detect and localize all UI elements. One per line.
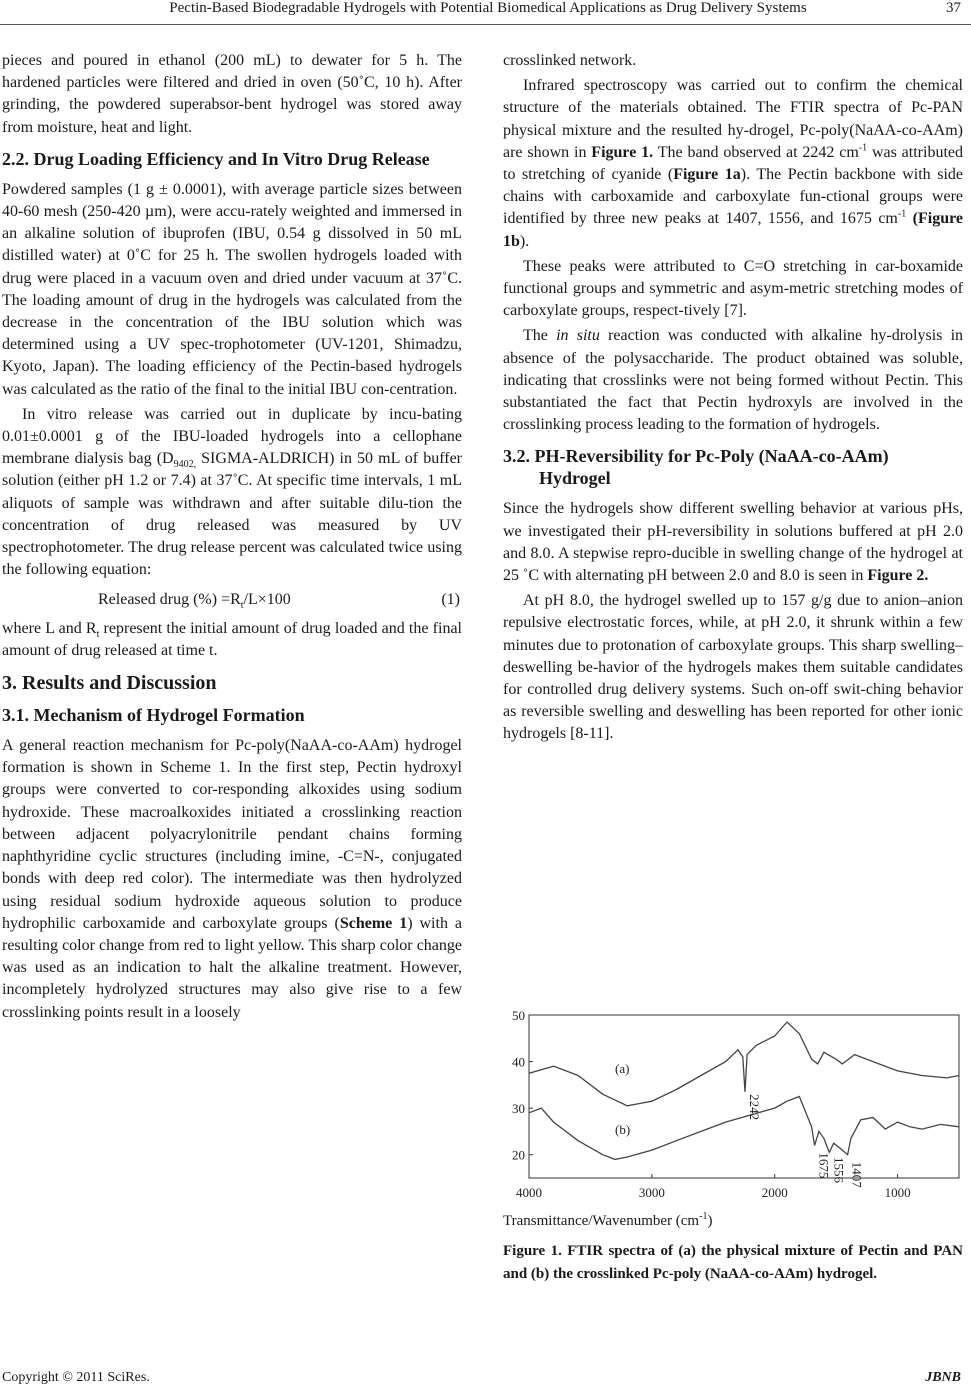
y-tick-label: 20 xyxy=(512,1147,525,1163)
y-tick-label: 40 xyxy=(512,1054,525,1070)
paragraph-drug-loading: Powdered samples (1 g ± 0.0001), with average particle sizes between 40-60 mesh (250-420 µm), were accu-rately weighted and immersed in an alkaline solution of ibuprofen (IBU, 0.54 g dissolved in 50 mL distilled water) at 0˚C for 25 h. The swollen hydrogels loaded with drug were placed in a vacuum oven and dried under vacuum at 37˚C. The loading amount of drug in the hydrogels was calculated from the decrease in the concentration of the IBU solution which was determined using a UV spec-trophotometer (UV-1201, Shimadzu, Kyoto, Japan). The loading efficiency of the Pectin-based hydrogels was calculated as the ratio of the final to the initial IBU con-centration. xyxy=(2,180,462,398)
peak-annotation: 1675 xyxy=(816,1152,832,1179)
right-column xyxy=(503,50,963,746)
paragraph-ph-reversibility: Since the hydrogels show different swelling behavior at various pHs, we investigated their pH-reversibility in solutions buffered at pH 2.0 and 8.0. A stepwise repro-ducible in swelling change of the hydrogel at 25 ˚C with alternating pH between 2.0 and 8.0 is seen in Figure 2. xyxy=(503,500,963,585)
figure-caption: Figure 1. FTIR spectra of (a) the physical mixture of Pectin and PAN and (b) the crosslinked Pc-poly (NaAA-co-AAm) hydrogel. xyxy=(503,1243,963,1282)
journal-abbrev: JBNB xyxy=(925,1370,961,1385)
paragraph-swelling: At pH 8.0, the hydrogel swelled up to 157 g/g due to anion–anion repulsive electrostatic forces, while, at pH 2.0, it shrunk within a few minutes due to protonation of carboxylate groups. This sharp swelling–deswelling be-havior of the hydrogels makes them suitable candidates for controlled drug delivery systems. Such on-off swit-ching behavior as reversible swelling and deswelling has been reported for other ionic hydrogels [8-11]. xyxy=(503,592,963,743)
peak-annotation: 1556 xyxy=(831,1157,847,1184)
left-column xyxy=(2,50,462,1024)
page-number: 37 xyxy=(946,0,961,16)
x-tick-label: 2000 xyxy=(761,1185,788,1200)
paragraph-continued: crosslinked network. xyxy=(503,52,637,69)
series-label: (a) xyxy=(615,1061,630,1077)
header-rule xyxy=(0,24,971,25)
running-title: Pectin-Based Biodegradable Hydrogels with Potential Biomedical Applications as Drug Delivery Systems xyxy=(169,0,807,16)
paragraph-drying: pieces and poured in ethanol (200 mL) to dewater for 5 h. The hardened particles were filtered and dried in oven (50˚C, 10 h). After grinding, the powdered superabsor-bent hydrogel was stored away from moisture, heat and light. xyxy=(2,52,462,136)
ftir-chart xyxy=(503,1005,963,1210)
y-tick-label: 30 xyxy=(512,1101,525,1117)
spectrum-line-a xyxy=(529,1022,959,1106)
figure-axis-caption: Transmittance/Wavenumber $(cm^{-1})$ xyxy=(503,1211,713,1229)
page-header xyxy=(0,0,971,26)
paragraph-in-situ: The in situ reaction was conducted with alkaline hy-drolysis in absence of the polysaccharide. The product obtained was soluble, indicating that crosslinks were not being formed without Pectin. This substantiated the fact that Pectin hydroxyls are involved in the crosslinking process leading to the formation of hydrogels. xyxy=(503,327,964,434)
equation-1 xyxy=(2,589,462,611)
peak-annotation: 2242 xyxy=(746,1094,762,1121)
paragraph-infrared: Infrared spectroscopy was carried out to confirm the chemical structure of the materials obtained. The FTIR spectra of Pc-PAN physical mixture and the resulted hy-drogel, Pc-poly(NaAA-co-AAm) are shown in Figure 1. The band observed at 2242 $cm^{-1}$ was attributed to stretching of cyanide (Figure 1a). The Pectin backbone with side chains with carboxamide and carboxylate fun-ctional groups were identified by three new peaks at 1407, 1556, and 1675 $cm^{-1}$ (Figure 1b). xyxy=(503,77,964,250)
paragraph-in-vitro-release: In vitro release was carried out in duplicate by incu-bating 0.01±0.0001 g of the IBU-loaded hydrogels into a cellophane membrane dialysis bag ($D_{9402,}$ SIGMA-ALDRICH) in 50 mL of buffer solution (either pH 1.2 or 7.4) at 37˚C. At specific time intervals, 1 mL aliquots of sample was withdrawn and after suitable dilu-tion the concentration of drug released was measured by UV spectrophotometer. The drug release percent was calculated twice using the following equation: xyxy=(2,405,462,579)
paragraph-peaks: These peaks were attributed to C=O stretching in car-boxamide functional groups and symmetric and asym-metric stretching modes of carboxylate groups, respect-tively [7]. xyxy=(503,257,963,320)
section-heading-3-1: 3.1. Mechanism of Hydrogel Formation xyxy=(2,705,305,726)
x-tick-label: 3000 xyxy=(638,1185,665,1200)
equation-number: (1) xyxy=(441,591,460,609)
paragraph-mechanism: A general reaction mechanism for Pc-poly(NaAA-co-AAm) hydrogel formation is shown in Scheme 1. In the first step, Pectin hydroxyl groups were converted to cor-responding alkoxides using sodium hydroxide. These macroalkoxides initiated a crosslinking reaction between adjacent polyacrylonitrile pendant chains forming naphthyridine cyclic structures (including imine, -C=N-, conjugated bonds with deep red color). The intermediate was then hydrolyzed using residual sodium hydroxide aqueous solution to produce hydrophilic carboxamide and carboxylate groups (Scheme 1) with a resulting color change from red to light yellow. This sharp color change was used as an indication to halt the alkaline treatment. However, incompletely hydrolyzed structures may also give rise to a few crosslinking points result in a loosely xyxy=(2,737,462,1021)
peak-annotation: 1407 xyxy=(849,1161,865,1188)
y-tick-label: 50 xyxy=(512,1008,525,1023)
series-label: (b) xyxy=(615,1121,631,1137)
plot-frame xyxy=(529,1015,959,1178)
spectrum-line-b xyxy=(529,1097,959,1160)
section-heading-3-2: 3.2. PH-Reversibility for Pc-Poly (NaAA-co-AAm) Hydrogel xyxy=(503,446,889,489)
x-tick-label: 4000 xyxy=(516,1185,542,1200)
paragraph-where: where L and $R_t$ represent the initial amount of drug loaded and the final amount of drug released at time t. xyxy=(2,619,462,659)
section-heading-2-2: 2.2. Drug Loading Efficiency and In Vitro Drug Release xyxy=(2,148,430,169)
copyright: Copyright © 2011 SciRes. xyxy=(2,1370,150,1385)
section-heading-3: 3. Results and Discussion xyxy=(2,672,217,695)
x-tick-label: 1000 xyxy=(884,1185,911,1200)
equation-body: Released drug (%) $=R_t/L\times 100$ xyxy=(98,591,291,612)
ftir-figure xyxy=(503,1005,963,1210)
